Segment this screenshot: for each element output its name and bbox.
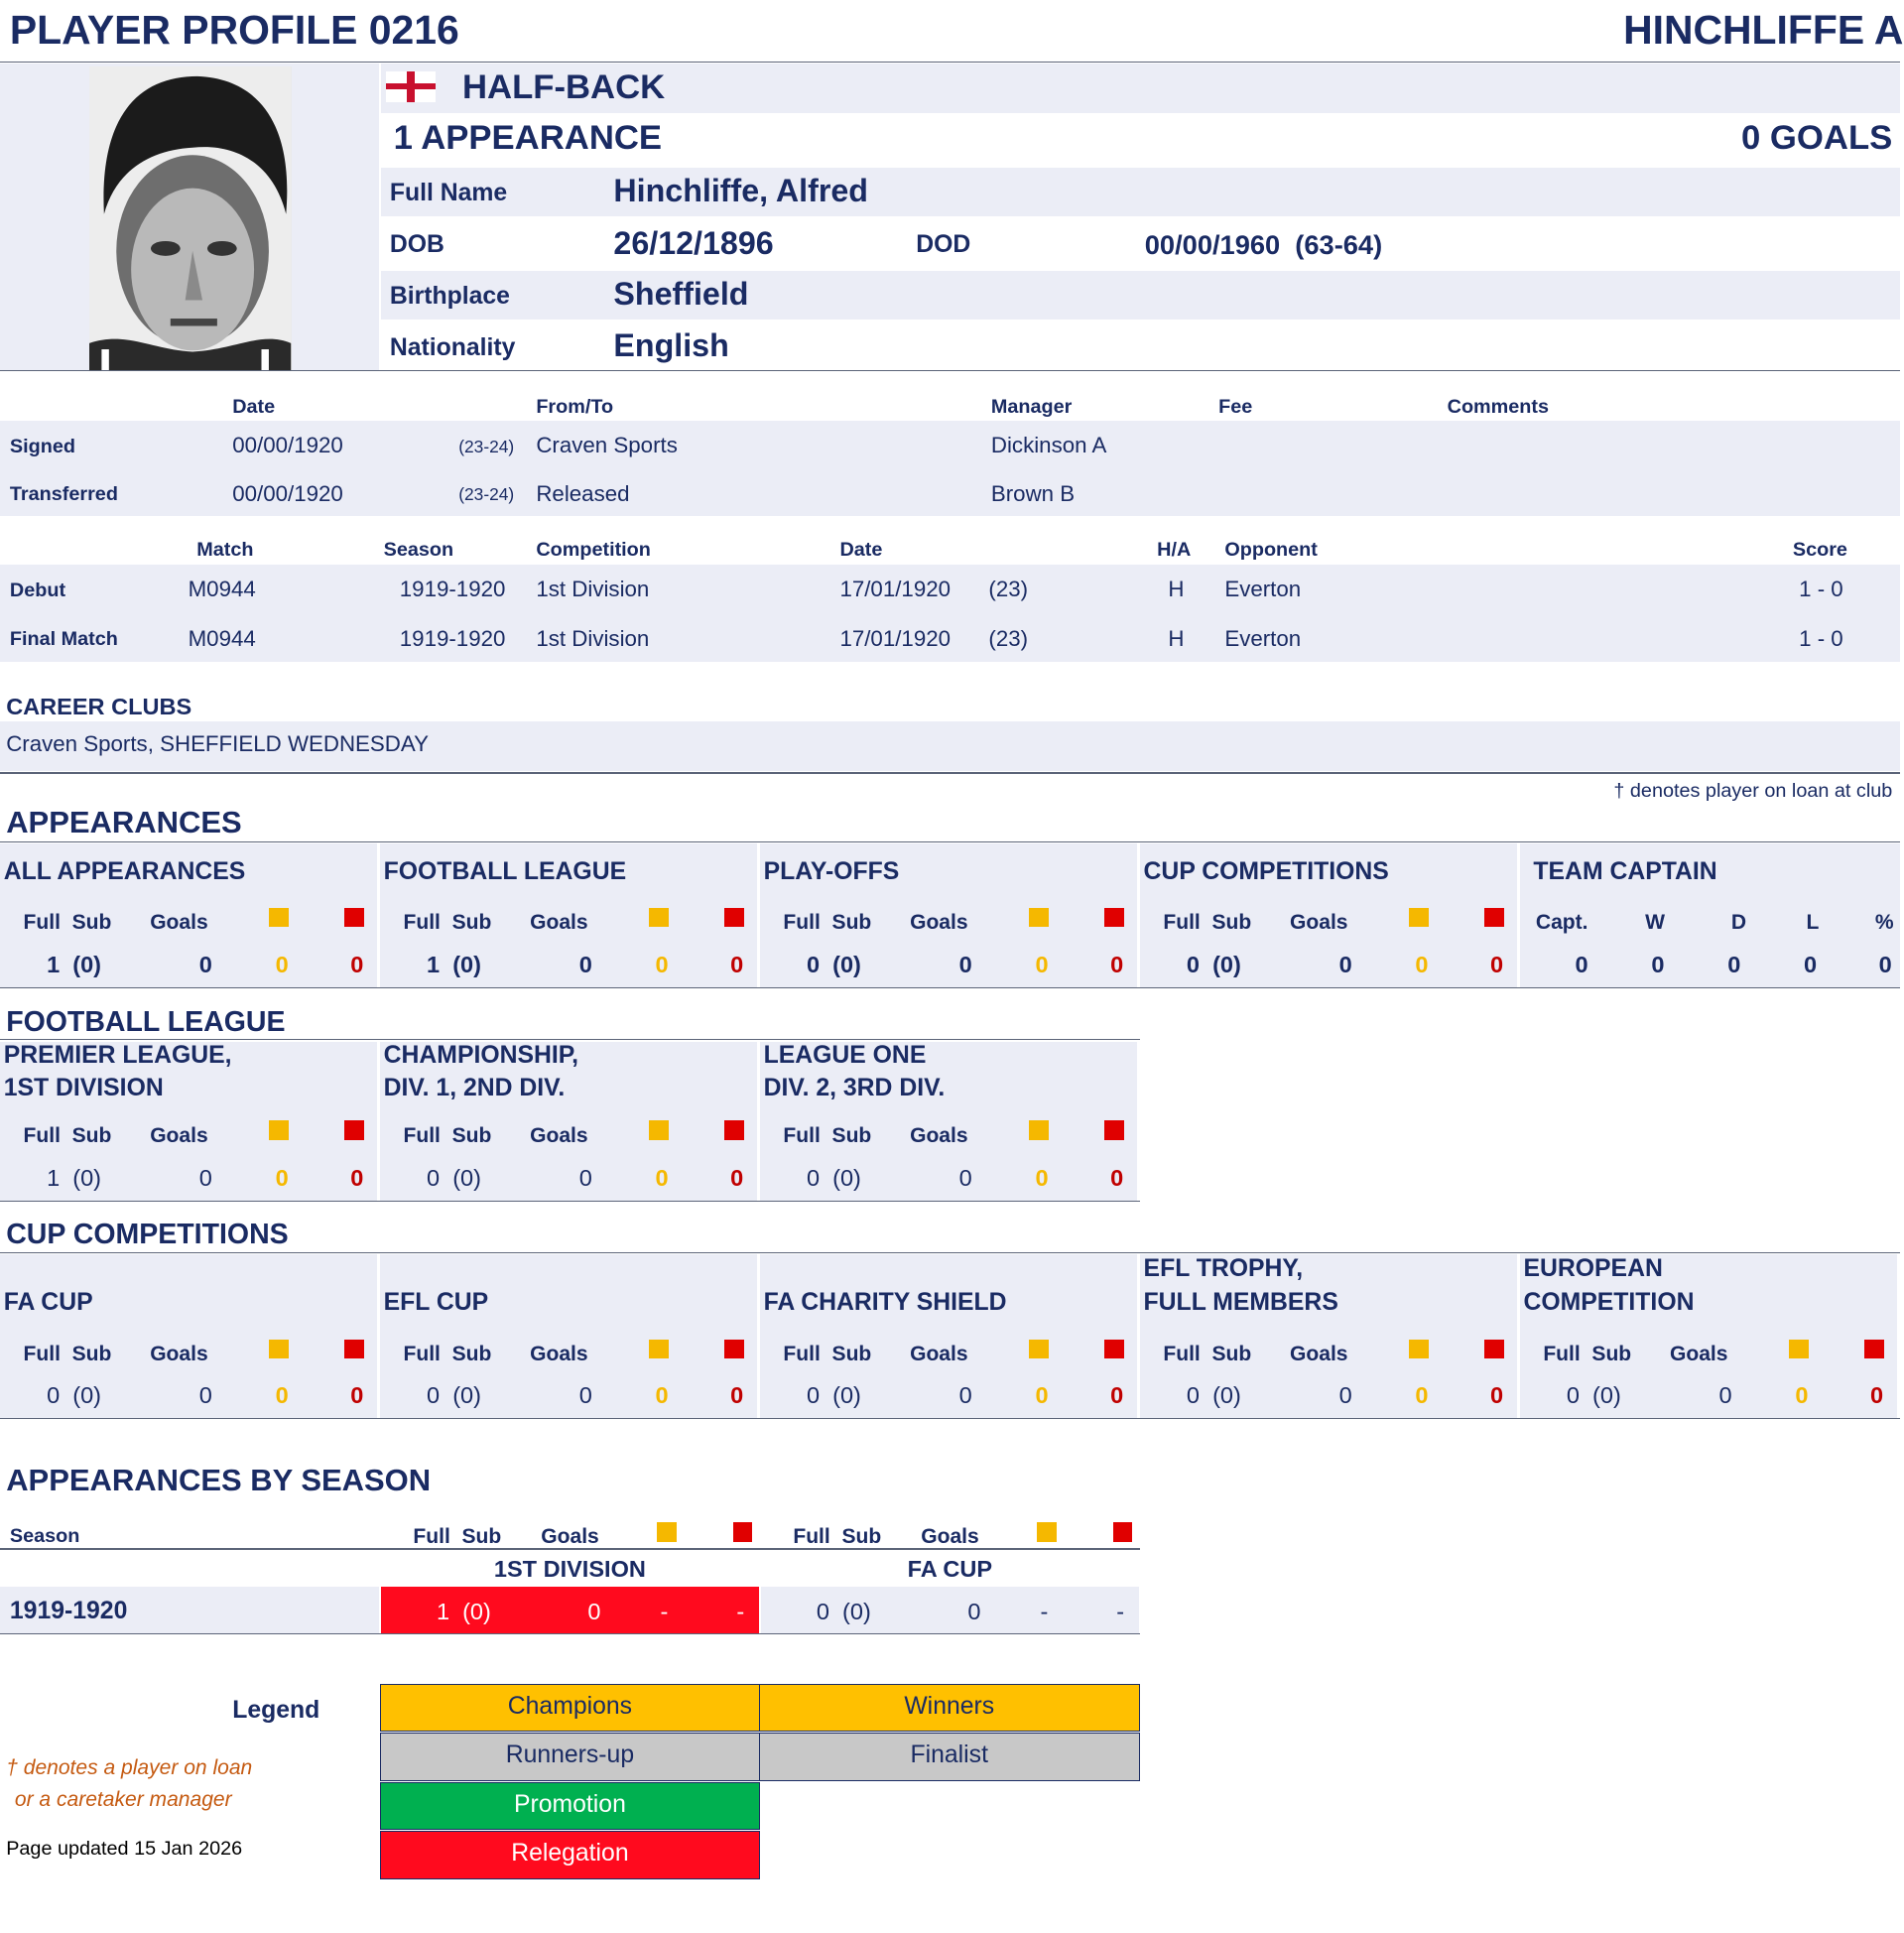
goals-value: 0 [198,952,212,978]
col-full-sub: Full Sub [23,911,112,935]
captain-d-value: 0 [1727,952,1741,978]
col-manager: Manager [990,396,1073,419]
col-ha: H/A [1157,538,1192,561]
nationality-label: Nationality [389,334,516,362]
yellow-value: 0 [655,1164,669,1191]
col-capt: Capt. [1535,911,1588,935]
legend-relegation: Relegation [380,1831,760,1878]
red-value: 0 [1110,1164,1124,1191]
col-goals: Goals [541,1524,599,1548]
col-competition: Competition [536,538,651,561]
red-card-icon [724,1120,744,1140]
red-value: 0 [350,952,364,978]
birthplace-label: Birthplace [389,283,510,311]
full-sub-value: 0 (0) [806,1164,861,1191]
yellow-card-icon [1409,1340,1429,1359]
loan-note: † denotes player on loan at club [1613,779,1893,802]
season-comp1: 1ST DIVISION [493,1555,646,1582]
football-league-title: FOOTBALL LEAGUE [6,1005,286,1038]
col-goals: Goals [530,911,588,935]
full-sub-value: 0 (0) [806,952,861,978]
legend-winners: Winners [759,1684,1140,1732]
col-goals: Goals [910,911,968,935]
goals-value: 0 [578,952,592,978]
season-comp2: FA CUP [907,1555,993,1582]
yellow-value: 0 [275,1164,289,1191]
yellow-card-icon [657,1522,677,1542]
col-season-label: Season [9,1524,80,1547]
yellow-value: 0 [655,1381,669,1408]
yellow-card-icon [1029,908,1049,928]
col-goals: Goals [530,1343,588,1366]
captain-pct-value: 0 [1878,952,1892,978]
full-sub-value: 0 (0) [427,1381,481,1408]
col-full-sub: Full Sub [23,1343,112,1366]
yellow-value: 0 [655,952,669,978]
col-opponent: Opponent [1224,538,1318,561]
full-sub-value: 1 (0) [47,952,101,978]
yellow-value: 0 [1415,952,1429,978]
col-fee: Fee [1218,396,1253,419]
full-sub-value: 0 (0) [1186,1381,1241,1408]
legend-note-2: or a caretaker manager [14,1787,232,1811]
legend-promotion: Promotion [380,1782,760,1830]
full-sub-value: 0 (0) [47,1381,101,1408]
red-value: 0 [350,1381,364,1408]
col-full-sub: Full Sub [793,1524,882,1548]
col-full-sub: Full Sub [783,1343,872,1366]
team-captain-title: TEAM CAPTAIN [1533,858,1717,886]
yellow-value: 0 [275,952,289,978]
cup-competitions-title: CUP COMPETITIONS [6,1219,289,1251]
stat-block-title: EUROPEAN [1523,1255,1663,1283]
player-photo [89,66,291,370]
stat-block-title: FULL MEMBERS [1143,1288,1338,1316]
col-goals: Goals [1290,911,1348,935]
col-goals: Goals [150,1123,208,1147]
red-card-icon [344,908,364,928]
goals-value: 0 [198,1164,212,1191]
legend-finalist: Finalist [759,1733,1140,1780]
col-full-sub: Full Sub [413,1524,502,1548]
col-full-sub: Full Sub [23,1123,112,1147]
goals-value: 0 [578,1164,592,1191]
player-position: HALF-BACK [461,68,666,107]
by-season-title: APPEARANCES BY SEASON [6,1462,432,1497]
red-card-icon [724,1340,744,1359]
career-clubs-title: CAREER CLUBS [6,693,192,719]
goals-value: 0 [958,952,972,978]
birthplace-value: Sheffield [613,275,749,312]
player-name-title: HINCHLIFFE A [1623,7,1904,54]
col-match-date: Date [839,538,883,561]
col-full-sub: Full Sub [783,1123,872,1147]
yellow-card-icon [269,1340,289,1359]
legend-runners-up: Runners-up [380,1733,760,1780]
yellow-card-icon [649,1340,669,1359]
red-card-icon [1484,1340,1504,1359]
nationality-value: English [613,326,729,363]
col-pct: % [1874,911,1894,935]
yellow-card-icon [1789,1340,1809,1359]
goals-value: 0 [578,1381,592,1408]
col-full-sub: Full Sub [403,911,492,935]
stat-block-title: LEAGUE ONE [763,1041,927,1069]
captain-capt-value: 0 [1575,952,1588,978]
red-value: 0 [1490,952,1504,978]
col-score: Score [1792,538,1847,561]
legend-champions: Champions [380,1684,760,1732]
stat-block-title: CHAMPIONSHIP, [383,1041,578,1069]
col-comments: Comments [1447,396,1550,419]
red-value: 0 [730,952,744,978]
col-goals: Goals [921,1524,979,1548]
legend-note-1: † denotes a player on loan [6,1755,253,1779]
yellow-value: 0 [1035,1164,1049,1191]
goals-value: 0 [1718,1381,1732,1408]
yellow-card-icon [1029,1120,1049,1140]
col-full-sub: Full Sub [1163,1343,1252,1366]
red-value: 0 [730,1164,744,1191]
stat-block-title: CUP COMPETITIONS [1143,858,1389,886]
col-l: L [1806,911,1820,935]
stat-block-title: 1ST DIVISION [3,1075,164,1102]
red-value: 0 [1110,1381,1124,1408]
legend-title: Legend [232,1697,320,1725]
yellow-value: 0 [275,1381,289,1408]
goals-value: 0 [1338,1381,1352,1408]
page-title: PLAYER PROFILE 0216 [9,7,459,54]
col-match: Match [196,538,254,561]
red-card-icon [1104,908,1124,928]
stat-block-title: EFL TROPHY, [1143,1255,1304,1283]
col-goals: Goals [1669,1343,1728,1366]
col-from-to: From/To [536,396,614,419]
col-full-sub: Full Sub [403,1343,492,1366]
full-sub-value: 0 (0) [1566,1381,1621,1408]
goals-value: 0 [1338,952,1352,978]
full-sub-value: 1 (0) [47,1164,101,1191]
stat-block-title: PLAY-OFFS [763,858,900,886]
full-name-value: Hinchliffe, Alfred [613,172,868,208]
appearance-count: 1 APPEARANCE [393,119,663,158]
yellow-card-icon [649,908,669,928]
yellow-value: 0 [1415,1381,1429,1408]
red-card-icon [733,1522,753,1542]
full-sub-value: 1 (0) [427,952,481,978]
col-goals: Goals [150,911,208,935]
stat-block-title: FA CUP [3,1288,93,1316]
goal-count: 0 GOALS [1741,119,1893,158]
yellow-card-icon [649,1120,669,1140]
full-name-label: Full Name [389,179,508,206]
yellow-card-icon [1029,1340,1049,1359]
stat-block-title: COMPETITION [1523,1288,1695,1316]
red-card-icon [344,1120,364,1140]
red-card-icon [724,908,744,928]
goals-value: 0 [958,1164,972,1191]
yellow-value: 0 [1795,1381,1809,1408]
yellow-card-icon [269,1120,289,1140]
stat-block-title: ALL APPEARANCES [3,858,246,886]
col-season: Season [383,538,454,561]
stat-block-title: DIV. 2, 3RD DIV. [763,1075,946,1102]
col-full-sub: Full Sub [403,1123,492,1147]
career-clubs-list: Craven Sports, SHEFFIELD WEDNESDAY [6,731,429,757]
col-goals: Goals [1290,1343,1348,1366]
col-full-sub: Full Sub [1163,911,1252,935]
red-card-icon [1104,1340,1124,1359]
captain-w-value: 0 [1651,952,1665,978]
red-card-icon [1113,1522,1133,1542]
stat-block-title: FOOTBALL LEAGUE [383,858,627,886]
captain-l-value: 0 [1804,952,1818,978]
goals-value: 0 [958,1381,972,1408]
stat-block-title: PREMIER LEAGUE, [3,1041,232,1069]
red-card-icon [1104,1120,1124,1140]
yellow-card-icon [269,908,289,928]
col-goals: Goals [910,1343,968,1366]
red-value: 0 [1490,1381,1504,1408]
col-goals: Goals [150,1343,208,1366]
dob-value: 26/12/1896 [613,224,774,261]
stat-block-title: EFL CUP [383,1288,489,1316]
goals-value: 0 [198,1381,212,1408]
yellow-value: 0 [1035,1381,1049,1408]
col-goals: Goals [530,1123,588,1147]
col-w: W [1645,911,1666,935]
full-sub-value: 0 (0) [1186,952,1241,978]
col-d: D [1730,911,1747,935]
yellow-value: 0 [1035,952,1049,978]
player-profile-page: PLAYER PROFILE 0216 HINCHLIFFE A HALF-BACK 1 APPEARANCE 0 GOALS Full Name Hinchliffe, Alfred DOB 26/12/1896 DOD 00/00/1960 (63-64) Birthplace Sheffield Nationality English Date From/To Manager Fee Comments Signed 00/00/1920 (23-24) Craven Sports Dickinson A Transferred 00/00/1920 (23-24) Released Brown B Match Season Competition Date H/A Opponent Score Debut M0944 1919-1920 1st Division 17/01/1920 (23) H Everton 1 - 0 Final Match M0944 1919-1920 1st Division 17/01/1920 (23) H Everton 1 - 0 CAREER CLUBS Craven Sports, SHEFFIELD WEDNESDAY † denotes player on loan at club APPEARANCES ALL APPEARANCES Full Sub Goals 1 (0) 0 0 0 FOOTBALL LEAGUE Full Sub Goals 1 (0) 0 0 0 PLAY-OFFS Full Sub Goals 0 (0) 0 0 0 CUP COMPETITIONS Full Sub Goals 0 (0) 0 0 0 TEAM CAPTAIN Capt. W D L % 0 0 0 0 0 FOOTBALL LEAGUE PREMIER LEAGUE, 1ST DIVISION Full Sub Goals 1 (0) 0 0 0 CHAMPIONSHIP, DIV. 1, 2ND DIV. Full Sub Goals 0 (0) 0 0 0 LEAGUE ONE DIV. 2, 3RD DIV. Full Sub Goals 0 (0) 0 0 0 CUP COMPETITIONS FA CUP Full Sub Goals 0 (0) 0 0 0 EFL CUP Full Sub Goals 0 (0) 0 0 0 FA CHARITY SHIELD Full Sub Goals 0 (0) 0 0 0 EFL TROPHY, FULL MEMBERS Full Sub Goals 0 (0) 0 0 0 EUROPEAN COMPETITION Full Sub Goals 0 (0) 0 0 0 APPEARANCES BY SEASON Season Full Sub Goals Full Sub Goals 1ST DIVISION FA CUP 1919-1920 1 (0) 0 - - 0 (0) 0 - - Legend Champions Winners Runners-up Finalist Promotion Relegation † denotes a player on loan or a caretaker manager Page updated 15 Jan 2026 [0,0,1904,1933]
full-sub-value: 0 (0) [427,1164,481,1191]
col-full-sub: Full Sub [783,911,872,935]
yellow-card-icon [1409,908,1429,928]
red-value: 0 [730,1381,744,1408]
col-date: Date [232,396,276,419]
page-updated: Page updated 15 Jan 2026 [6,1837,243,1860]
col-goals: Goals [910,1123,968,1147]
red-card-icon [1484,908,1504,928]
red-card-icon [344,1340,364,1359]
dod-value: 00/00/1960 (63-64) [1144,228,1383,260]
full-sub-value: 0 (0) [806,1381,861,1408]
red-value: 0 [350,1164,364,1191]
stat-block-title: DIV. 1, 2ND DIV. [383,1075,566,1102]
stat-block-title: FA CHARITY SHIELD [763,1288,1007,1316]
england-flag-icon [386,71,436,102]
dob-label: DOB [389,230,444,258]
dod-label: DOD [916,230,971,258]
col-full-sub: Full Sub [1543,1343,1632,1366]
appearances-title: APPEARANCES [6,804,242,839]
red-card-icon [1864,1340,1884,1359]
red-value: 0 [1869,1381,1884,1408]
yellow-card-icon [1037,1522,1057,1542]
red-value: 0 [1110,952,1124,978]
